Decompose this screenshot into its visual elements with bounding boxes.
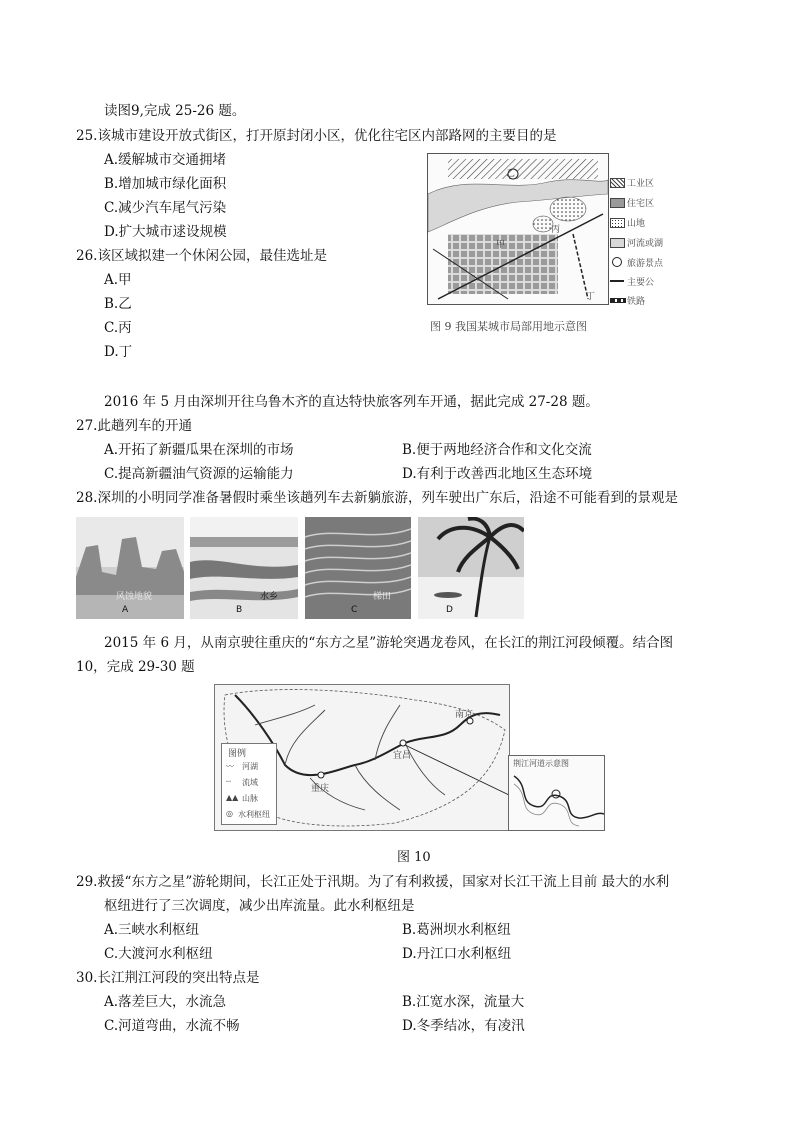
inset-title: 荆江河道示意图 [513, 759, 569, 768]
reading-instruction-2: 2016 年 5 月由深圳开往乌鲁木齐的直达特快旅客列车开通，据此完成 27-28 题。 [104, 394, 599, 410]
photo-a-wind-erosion [76, 517, 184, 619]
photo-a-tag: 风蚀地貌 [116, 592, 153, 602]
legend-rivers-lakes: 河湖 [242, 762, 258, 771]
dam-icon: ◎ [226, 809, 233, 818]
mountain-icon: ▲▲ [226, 793, 239, 802]
q29-option-a: A.三峡水利枢纽 [104, 922, 200, 938]
city-landuse-map [427, 153, 609, 305]
jingjiang-inset-map [508, 755, 605, 831]
yangtze-map-legend [221, 743, 277, 825]
photo-d-drawing [418, 517, 524, 619]
q30-option-a: A.落差巨大，水流急 [104, 994, 227, 1010]
city-label-chongqing: 重庆 [311, 784, 330, 794]
reading-instruction-3: 2015 年 6 月，从南京驶往重庆的“东方之星”游轮突遇龙卷风，在长江的荆江河段倾覆。结合图 [104, 635, 674, 651]
photo-d-letter: D [446, 605, 453, 615]
legend-industrial: 工业区 [627, 179, 655, 189]
figure-9-caption: 图 9 我国某城市局部用地示意图 [430, 320, 587, 333]
q27-option-c: C.提高新疆油气资源的运输能力 [104, 466, 294, 482]
q26-option-d: D.丁 [104, 344, 133, 360]
q26-option-b: B.乙 [104, 296, 132, 312]
city-map-legend [610, 178, 668, 306]
figure-10-caption: 图 10 [397, 850, 431, 865]
photo-a-drawing [76, 517, 184, 619]
legend-basin: 流域 [242, 778, 258, 787]
map-label-yi: 乙 [506, 169, 516, 179]
legend-title: 图例 [228, 749, 247, 759]
reading-instruction-1: 读图9,完成 25-26 题。 [104, 103, 246, 119]
legend-railway: 铁路 [627, 297, 646, 307]
q25-option-c: C.减少汽车尾气污染 [104, 200, 227, 216]
photo-c-drawing [305, 517, 411, 619]
legend-swatch-river [610, 238, 625, 248]
legend-scenic: 旅游景点 [627, 259, 664, 269]
q25-option-b: B.增加城市绿化面积 [104, 176, 227, 192]
city-label-nanjing: 南京 [455, 710, 474, 720]
legend-residential: 住宅区 [627, 199, 655, 209]
q27-option-b: B.便于两地经济合作和文化交流 [402, 442, 592, 458]
q29-option-d: D.丹江口水利枢纽 [402, 946, 512, 962]
legend-swatch-residential [610, 198, 625, 208]
legend-railway-icon [610, 298, 626, 303]
q30-option-d: D.冬季结冰，有凌汛 [402, 1018, 525, 1034]
legend-scenic-icon [612, 257, 622, 267]
lake-icon: 〰 [226, 762, 234, 771]
question-26-stem: 26.该区域拟建一个休闲公园，最佳选址是 [76, 248, 327, 264]
legend-swatch-mountain [610, 218, 625, 228]
question-29-stem-cont: 枢纽进行了三次调度，减少出库流量。此水利枢纽是 [104, 898, 415, 914]
q26-option-c: C.丙 [104, 320, 132, 336]
photo-d-tropical-beach [418, 517, 524, 619]
map-label-jia: 甲 [496, 240, 506, 250]
q29-option-c: C.大渡河水利枢纽 [104, 946, 213, 962]
photo-b-water-town [190, 517, 298, 619]
q30-option-c: C.河道弯曲，水流不畅 [104, 1018, 240, 1034]
legend-road-icon [610, 280, 624, 282]
legend-river-lake: 河流或湖 [627, 239, 664, 249]
photo-b-drawing [190, 517, 298, 619]
legend-mountain-range: 山脉 [242, 794, 258, 803]
q30-option-b: B.江宽水深，流量大 [402, 994, 525, 1010]
question-27-stem: 27.此趟列车的开通 [76, 418, 192, 434]
photo-b-tag: 水乡 [260, 592, 279, 602]
photo-c-terraces [305, 517, 411, 619]
question-25-stem: 25.该城市建设开放式街区，打开原封闭小区，优化往宅区内部路网的主要目的是 [76, 128, 557, 144]
yangtze-river-map [214, 684, 510, 831]
basin-icon: ┈ [226, 777, 231, 786]
reading-instruction-3-cont: 10，完成 29-30 题 [76, 659, 195, 675]
q29-option-b: B.葛洲坝水利枢纽 [402, 922, 511, 938]
legend-main-road: 主要公 [627, 278, 655, 288]
question-28-stem: 28.深圳的小明同学准备暑假时乘坐该趟列车去新躺旅游，列车驶出广东后，沿途不可能看到的景观是 [76, 490, 678, 506]
question-30-stem: 30.长江荆江河段的突出特点是 [76, 970, 260, 986]
q26-option-a: A.甲 [104, 272, 132, 288]
photo-b-letter: B [236, 605, 243, 615]
city-map-drawing [428, 154, 608, 304]
map-label-ding: 丁 [586, 292, 596, 302]
q27-option-a: A.开拓了新疆瓜果在深圳的市场 [104, 442, 294, 458]
photo-a-letter: A [122, 605, 129, 615]
photo-c-tag: 梯田 [373, 592, 392, 602]
legend-water-project: 水利枢纽 [238, 810, 270, 819]
map-label-bing: 丙 [551, 225, 561, 235]
legend-swatch-industrial [610, 178, 625, 188]
q27-option-d: D.有利于改善西北地区生态环境 [402, 466, 593, 482]
q25-option-a: A.缓解城市交通拥堵 [104, 152, 227, 168]
q25-option-d: D.扩大城市逑设规模 [104, 224, 227, 240]
legend-mountain: 山地 [627, 219, 646, 229]
question-29-stem: 29.救援“东方之星”游轮期间，长江正处于汛期。为了有利救援，国家对长江干流上目前 最大的水利 [76, 874, 670, 890]
city-label-yichang: 宜昌 [393, 751, 412, 761]
photo-c-letter: C [351, 605, 358, 615]
